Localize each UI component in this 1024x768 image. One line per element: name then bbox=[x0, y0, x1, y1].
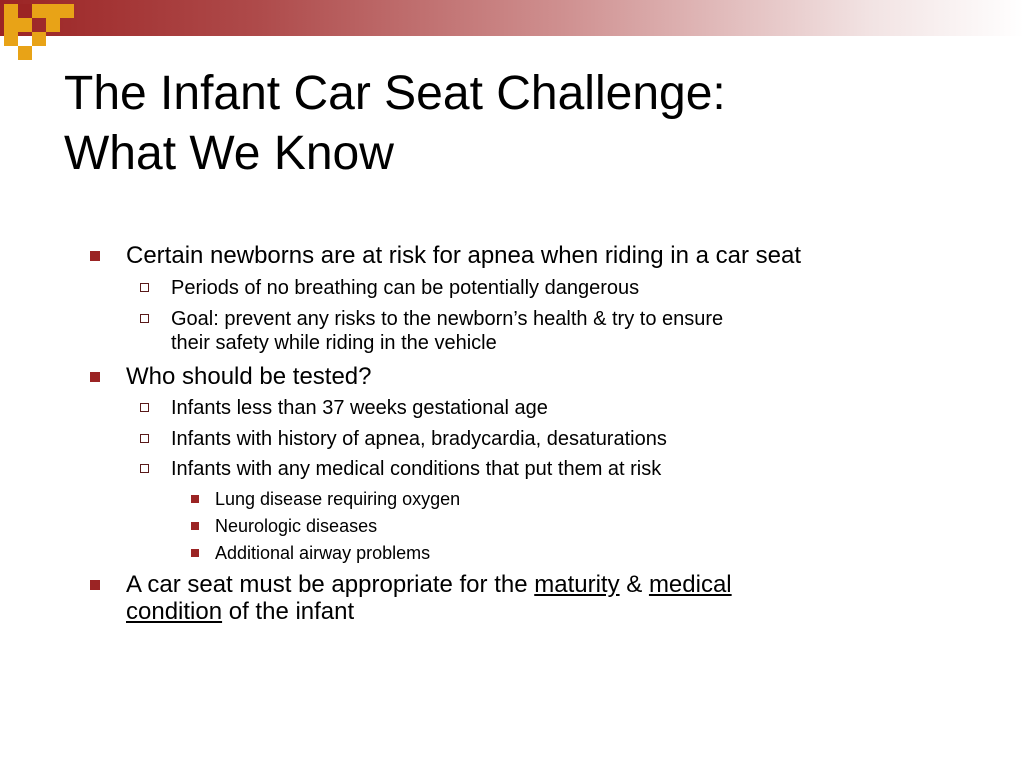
bullet-item bbox=[126, 571, 732, 598]
small-square-bullet-icon bbox=[191, 495, 199, 503]
hollow-square-bullet-icon bbox=[140, 464, 149, 473]
square-bullet-icon bbox=[90, 251, 100, 261]
bullet-text: of the infant bbox=[222, 598, 355, 625]
sub-sub-bullet-item: Lung disease requiring oxygen bbox=[215, 489, 461, 509]
bullet-item: Certain newborns are at risk for apnea when riding in a car seat bbox=[126, 242, 802, 269]
slide-title-line-2: What We Know bbox=[64, 127, 394, 180]
bullet-item: Who should be tested? bbox=[126, 363, 372, 390]
bullet-item-continuation bbox=[126, 598, 354, 625]
square-bullet-icon bbox=[90, 580, 100, 590]
bullet-text: A car seat must be appropriate for the bbox=[126, 571, 535, 598]
underlined-term-condition: condition bbox=[126, 598, 223, 625]
square-bullet-icon bbox=[90, 372, 100, 382]
sub-bullet-item: Infants less than 37 weeks gestational age bbox=[171, 397, 548, 419]
underlined-term-medical: medical bbox=[648, 571, 732, 598]
small-square-bullet-icon bbox=[191, 549, 199, 557]
sub-bullet-item: Infants with any medical conditions that put them at risk bbox=[171, 458, 662, 480]
slide-title-line-1: The Infant Car Seat Challenge: bbox=[64, 67, 726, 120]
bullet-text: & bbox=[619, 571, 649, 598]
sub-bullet-item: Infants with history of apnea, bradycardia, desaturations bbox=[171, 428, 667, 450]
hollow-square-bullet-icon bbox=[140, 403, 149, 412]
hollow-square-bullet-icon bbox=[140, 314, 149, 323]
sub-bullet-item-continuation: their safety while riding in the vehicle bbox=[171, 332, 497, 354]
small-square-bullet-icon bbox=[191, 522, 199, 530]
sub-sub-bullet-item: Additional airway problems bbox=[215, 543, 431, 563]
underlined-term-maturity: maturity bbox=[534, 571, 620, 598]
sub-sub-bullet-item: Neurologic diseases bbox=[215, 516, 378, 536]
hollow-square-bullet-icon bbox=[140, 283, 149, 292]
sub-bullet-item: Periods of no breathing can be potentially dangerous bbox=[171, 277, 640, 299]
sub-bullet-item: Goal: prevent any risks to the newborn’s health & try to ensure bbox=[171, 308, 724, 330]
hollow-square-bullet-icon bbox=[140, 434, 149, 443]
